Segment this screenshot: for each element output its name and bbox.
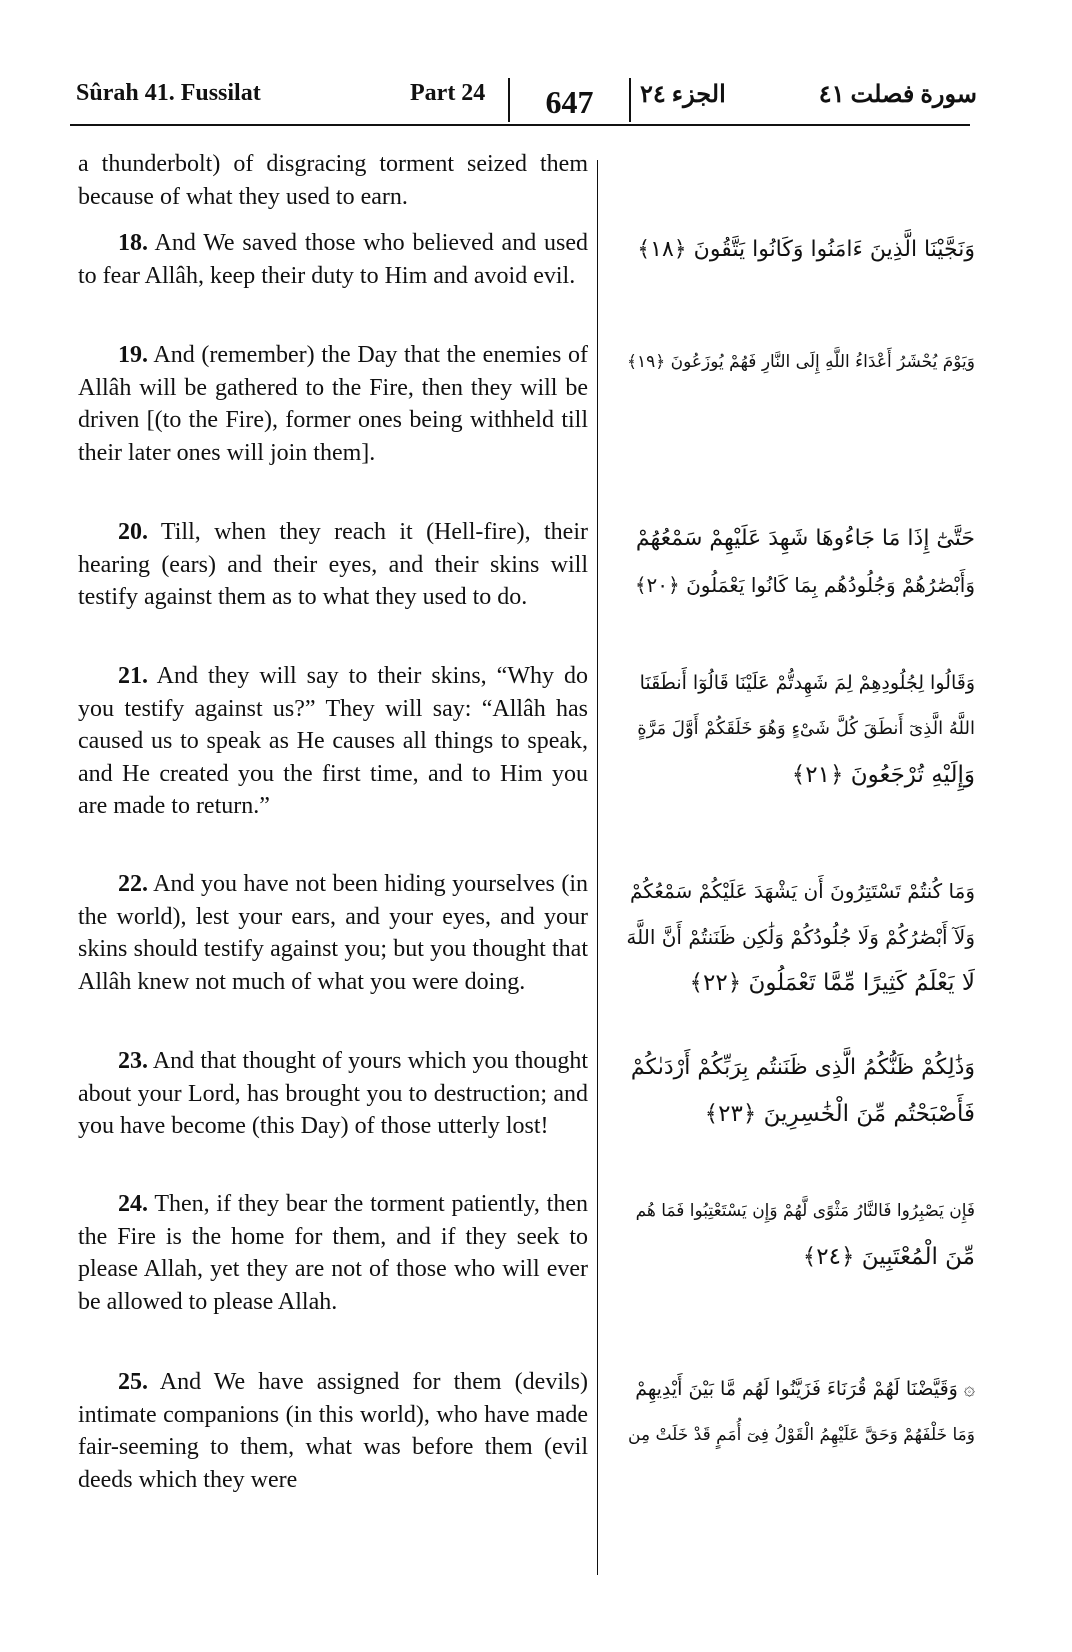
- arabic-verse-21: [625, 660, 975, 798]
- arabic-line: وَمَا خَلْفَهُمْ وَحَقَّ عَلَيْهِمُ الْقَوْلُ فِىٓ أُمَمٍ قَدْ خَلَتْ مِن: [628, 1425, 975, 1445]
- page-number: 647: [545, 84, 594, 120]
- verse-text: Till, when they reach it (Hell-fire), their hearing (ears) and their eyes, and their skins will testify against them as to what they used to do.: [78, 519, 588, 610]
- arabic-line: وَيَوْمَ يُحْشَرُ أَعْدَاءُ اللَّهِ إِلَى النَّارِ فَهُمْ يُوزَعُونَ ﴿١٩﴾: [627, 352, 975, 372]
- arabic-line: وَمَا كُنتُمْ تَسْتَتِرُونَ أَن يَشْهَدَ عَلَيْكُمْ سَمْعُكُمْ: [629, 879, 975, 903]
- verse-number: 24.: [118, 1191, 148, 1217]
- arabic-verse-24: [625, 1188, 975, 1280]
- verse-text: Then, if they bear the torment patiently, then the Fire is the home for them, and if they seek to please Allah, yet they are not of those who will ever be allowed to please Allah.: [78, 1191, 588, 1315]
- verse-number: 18.: [118, 230, 148, 256]
- verse-number: 21.: [118, 663, 148, 689]
- surah-title-english: Sûrah 41. Fussilat: [76, 80, 261, 106]
- arabic-line: ۞ وَقَيَّضْنَا لَهُمْ قُرَنَاءَ فَزَيَّنُوا لَهُم مَّا بَيْنَ أَيْدِيهِمْ: [635, 1378, 975, 1400]
- part-label-arabic: الجزء ٢٤: [640, 82, 726, 108]
- arabic-verse-22: [625, 868, 975, 1006]
- english-verse-20: [78, 516, 588, 614]
- surah-title-arabic: سورة فصلت ٤١: [818, 82, 977, 108]
- verse-text: And We have assigned for them (devils) intimate companions (in this world), who have made fair-seeming to them, what was before them (evil deeds which they were: [78, 1369, 588, 1493]
- arabic-line: وَأَبْصَٰرُهُمْ وَجُلُودُهُم بِمَا كَانُوا يَعْمَلُونَ ﴿٢٠﴾: [634, 573, 975, 597]
- page-number-box: [508, 78, 631, 122]
- arabic-line: حَتَّىٰٓ إِذَا مَا جَاءُوهَا شَهِدَ عَلَيْهِمْ سَمْعُهُمْ: [635, 526, 975, 551]
- arabic-line: اللَّهُ الَّذِىٓ أَنطَقَ كُلَّ شَىْءٍ وَهُوَ خَلَقَكُمْ أَوَّلَ مَرَّةٍ: [637, 718, 975, 739]
- english-verse-19: [78, 339, 588, 469]
- verse-text: And they will say to their skins, “Why do you testify against us?” They will say: “Allâh has caused us to speak as He causes all things to speak, and He created you the first time, and to Him you are made to return.”: [78, 663, 588, 819]
- arabic-line: وَلَآ أَبْصَٰرُكُمْ وَلَا جُلُودُكُمْ وَلَٰكِن ظَنَنتُمْ أَنَّ اللَّهَ: [626, 925, 975, 949]
- arabic-line: فَأَصْبَحْتُم مِّنَ الْخَٰسِرِينَ ﴿٢٣﴾: [704, 1101, 975, 1127]
- english-verse-23: [78, 1045, 588, 1143]
- verse-text: And (remember) the Day that the enemies of Allâh will be gathered to the Fire, then they will be driven [(to the Fire), former ones being withheld till their later ones will join them].: [78, 342, 588, 466]
- verse-number: 25.: [118, 1369, 148, 1395]
- english-verse-24: [78, 1188, 588, 1318]
- verse-text: And you have not been hiding yourselves (in the world), lest your ears, and your eyes, and your skins should testify against you; but you thought that Allâh knew not much of what you were doing.: [78, 871, 588, 995]
- arabic-verse-23: [625, 1045, 975, 1137]
- arabic-line: فَإِن يَصْبِرُوا فَالنَّارُ مَثْوًى لَّهُمْ وَإِن يَسْتَعْتِبُوا فَمَا هُم: [635, 1201, 975, 1221]
- verse-text: And that thought of yours which you thought about your Lord, has brought you to destruction; and you have become (this Day) of those utterly lost!: [78, 1048, 588, 1139]
- verse-number: 19.: [118, 342, 148, 368]
- english-verse-18: [78, 227, 588, 292]
- header-rule: [70, 124, 970, 126]
- arabic-verse-19: [625, 339, 975, 385]
- english-verse-25: [78, 1366, 588, 1496]
- verse-number: 20.: [118, 519, 148, 545]
- verse-number: 23.: [118, 1048, 148, 1074]
- arabic-verse-20: [625, 516, 975, 608]
- verse-number: 22.: [118, 871, 148, 897]
- continuation-text: a thunderbolt) of disgracing torment seized them because of what they used to earn.: [78, 151, 588, 210]
- verse-text: And We saved those who believed and used to fear Allâh, keep their duty to Him and avoid evil.: [78, 230, 588, 289]
- arabic-line: وَقَالُوا لِجُلُودِهِمْ لِمَ شَهِدتُّمْ عَلَيْنَا قَالُوٓا أَنطَقَنَا: [639, 672, 975, 694]
- arabic-line: وَنَجَّيْنَا الَّذِينَ ءَامَنُوا وَكَانُوا يَتَّقُونَ ﴿١٨﴾: [637, 237, 975, 262]
- arabic-line: وَذَٰلِكُمْ ظَنُّكُمُ الَّذِى ظَنَنتُم بِرَبِّكُمْ أَرْدَىٰكُمْ: [630, 1055, 975, 1080]
- part-label-english: Part 24: [410, 80, 486, 106]
- english-verse-21: [78, 660, 588, 823]
- arabic-line: وَإِلَيْهِ تُرْجَعُونَ ﴿٢١﴾: [791, 762, 975, 788]
- english-verse-22: [78, 868, 588, 998]
- column-divider: [597, 160, 598, 1575]
- arabic-line: لَا يَعْلَمُ كَثِيرًا مِّمَّا تَعْمَلُونَ ﴿٢٢﴾: [689, 970, 975, 996]
- arabic-line: مِّنَ الْمُعْتَبِينَ ﴿٢٤﴾: [802, 1244, 975, 1270]
- arabic-verse-18: [625, 227, 975, 273]
- arabic-verse-25: [625, 1366, 975, 1458]
- english-continuation: [78, 148, 588, 213]
